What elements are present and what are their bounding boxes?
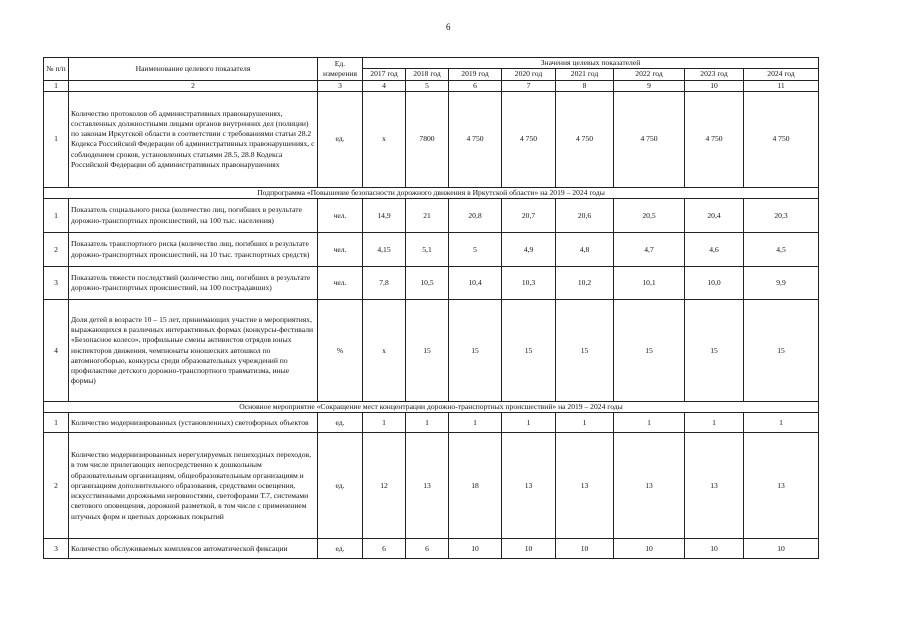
value-cell: 15 <box>502 300 556 402</box>
value-cell: 4,8 <box>556 233 614 267</box>
col-number: 1 <box>44 80 69 91</box>
table-row <box>44 233 819 267</box>
col-number: 11 <box>744 80 819 91</box>
value-cell: 1 <box>363 413 406 433</box>
value-cell: 15 <box>556 300 614 402</box>
value-cell: 10 <box>744 539 819 559</box>
value-cell: 20,4 <box>685 199 744 233</box>
value-cell: 7,8 <box>363 267 406 300</box>
value-cell: 13 <box>406 433 449 539</box>
unit-cell: чел. <box>318 267 363 300</box>
col-number: 3 <box>318 80 363 91</box>
value-cell: 10 <box>614 539 685 559</box>
value-cell: 18 <box>449 433 502 539</box>
section-title: Основное мероприятие «Сокращение мест концентрации дорожно-транспортных происшествий» на 2019 – 2024 годы <box>44 402 819 413</box>
value-cell: 15 <box>614 300 685 402</box>
value-cell: 14,9 <box>363 199 406 233</box>
value-cell: 4 750 <box>685 91 744 187</box>
col-number: 5 <box>406 80 449 91</box>
row-number: 1 <box>44 413 69 433</box>
unit-cell: ед. <box>318 413 363 433</box>
value-cell: 7800 <box>406 91 449 187</box>
header-num: № п/п <box>44 58 69 81</box>
indicator-name: Количество модернизированных (установленных) светофорных объектов <box>69 413 318 433</box>
section-row <box>44 402 819 413</box>
unit-cell: ед. <box>318 91 363 187</box>
value-cell: 1 <box>556 413 614 433</box>
header-year: 2024 год <box>744 69 819 80</box>
header-unit: Ед. измерения <box>318 58 363 81</box>
value-cell: 20,5 <box>614 199 685 233</box>
value-cell: 4,7 <box>614 233 685 267</box>
value-cell: 20,7 <box>502 199 556 233</box>
row-number: 2 <box>44 233 69 267</box>
header-year: 2022 год <box>614 69 685 80</box>
col-number: 6 <box>449 80 502 91</box>
indicator-name: Количество протоколов об административных правонарушениях, составленных должностными лицами органов внутренних дел (полиции) по законам Иркутской области в соответствии с требованиями статьи 28.2 Кодекса Российской Федерации об административных правонарушениях, с соблюдением сроков, установленных статьями 28.5, 28.8 Кодекса Российской Федерации об административных правонарушениях <box>69 91 318 187</box>
indicator-name: Доля детей в возрасте 10 – 15 лет, принимающих участие в мероприятиях, выражающихся в различных интерактивных формах (конкурсы-фестивали «Безопасное колесо», профильные смены активистов отрядов юных инспекторов движения, чемпионаты юношеских автошкол по автомногоборью, конкурсы среди образовательных учреждений по профилактике детского дорожно-транспортного травматизма, иные формы) <box>69 300 318 402</box>
row-number: 1 <box>44 199 69 233</box>
col-number: 8 <box>556 80 614 91</box>
col-number: 7 <box>502 80 556 91</box>
value-cell: 5 <box>449 233 502 267</box>
section-row <box>44 187 819 198</box>
col-number: 4 <box>363 80 406 91</box>
value-cell: 6 <box>363 539 406 559</box>
value-cell: 13 <box>556 433 614 539</box>
value-cell: 13 <box>744 433 819 539</box>
value-cell: х <box>363 91 406 187</box>
value-cell: 10,3 <box>502 267 556 300</box>
value-cell: 6 <box>406 539 449 559</box>
value-cell: 4,6 <box>685 233 744 267</box>
table-row <box>44 199 819 233</box>
value-cell: 1 <box>744 413 819 433</box>
table-row <box>44 413 819 433</box>
indicator-name: Показатель социального риска (количество лиц, погибших в результате дорожно-транспортных происшествий, на 100 тыс. населения) <box>69 199 318 233</box>
value-cell: 15 <box>449 300 502 402</box>
header-year: 2021 год <box>556 69 614 80</box>
value-cell: 10,0 <box>685 267 744 300</box>
value-cell: 10,5 <box>406 267 449 300</box>
value-cell: 10 <box>449 539 502 559</box>
value-cell: 4,15 <box>363 233 406 267</box>
value-cell: 13 <box>685 433 744 539</box>
table-row <box>44 267 819 300</box>
value-cell: 1 <box>614 413 685 433</box>
value-cell: 1 <box>449 413 502 433</box>
value-cell: 15 <box>406 300 449 402</box>
table-row <box>44 300 819 402</box>
value-cell: 13 <box>614 433 685 539</box>
value-cell: 9,9 <box>744 267 819 300</box>
value-cell: 4,9 <box>502 233 556 267</box>
value-cell: 4 750 <box>449 91 502 187</box>
value-cell: 20,6 <box>556 199 614 233</box>
value-cell: 1 <box>502 413 556 433</box>
value-cell: 4 750 <box>556 91 614 187</box>
unit-cell: % <box>318 300 363 402</box>
row-number: 3 <box>44 539 69 559</box>
row-number: 3 <box>44 267 69 300</box>
value-cell: 4 750 <box>614 91 685 187</box>
page-number: 6 <box>446 22 451 32</box>
unit-cell: ед. <box>318 539 363 559</box>
value-cell: 10,4 <box>449 267 502 300</box>
indicator-name: Показатель тяжести последствий (количество лиц, погибших в результате дорожно-транспортных происшествий, на 100 пострадавших) <box>69 267 318 300</box>
value-cell: 5,1 <box>406 233 449 267</box>
header-year: 2018 год <box>406 69 449 80</box>
value-cell: 1 <box>685 413 744 433</box>
value-cell: 10,1 <box>614 267 685 300</box>
value-cell: 4 750 <box>744 91 819 187</box>
target-indicators-table <box>43 57 819 559</box>
value-cell: 21 <box>406 199 449 233</box>
unit-cell: ед. <box>318 433 363 539</box>
value-cell: 10 <box>556 539 614 559</box>
unit-cell: чел. <box>318 233 363 267</box>
row-number: 1 <box>44 91 69 187</box>
indicator-name: Количество обслуживаемых комплексов автоматической фиксации <box>69 539 318 559</box>
unit-cell: чел. <box>318 199 363 233</box>
value-cell: 1 <box>406 413 449 433</box>
value-cell: 20,3 <box>744 199 819 233</box>
col-number: 10 <box>685 80 744 91</box>
indicator-name: Показатель транспортного риска (количество лиц, погибших в результате дорожно-транспортных происшествий, на 10 тыс. транспортных средств) <box>69 233 318 267</box>
value-cell: 4 750 <box>502 91 556 187</box>
col-number: 2 <box>69 80 318 91</box>
value-cell: 20,8 <box>449 199 502 233</box>
section-title: Подпрограмма «Повышение безопасности дорожного движения в Иркутской области» на 2019 – 2024 годы <box>44 187 819 198</box>
col-number: 9 <box>614 80 685 91</box>
value-cell: х <box>363 300 406 402</box>
table-row <box>44 91 819 187</box>
value-cell: 10 <box>502 539 556 559</box>
header-year: 2023 год <box>685 69 744 80</box>
row-number: 4 <box>44 300 69 402</box>
header-year: 2020 год <box>502 69 556 80</box>
value-cell: 15 <box>685 300 744 402</box>
value-cell: 4,5 <box>744 233 819 267</box>
row-number: 2 <box>44 433 69 539</box>
table-row <box>44 539 819 559</box>
header-name: Наименование целевого показателя <box>69 58 318 81</box>
value-cell: 12 <box>363 433 406 539</box>
value-cell: 10,2 <box>556 267 614 300</box>
value-cell: 13 <box>502 433 556 539</box>
header-year: 2017 год <box>363 69 406 80</box>
value-cell: 15 <box>744 300 819 402</box>
indicator-name: Количество модернизированных нерегулируемых пешеходных переходов, в том числе прилегающих непосредственно к дошкольным образовательным организациям, общеобразовательным организациям и организациям дополнительного образования, средствами освещения, искусственными дорожными неровностями, светофорами Т.7, системами светового оповещения, дорожной разметкой, в том числе с применением штучных форм и цветных дорожных покрытий <box>69 433 318 539</box>
table-row <box>44 433 819 539</box>
header-year: 2019 год <box>449 69 502 80</box>
value-cell: 10 <box>685 539 744 559</box>
header-values-group: Значения целевых показателей <box>363 58 819 69</box>
